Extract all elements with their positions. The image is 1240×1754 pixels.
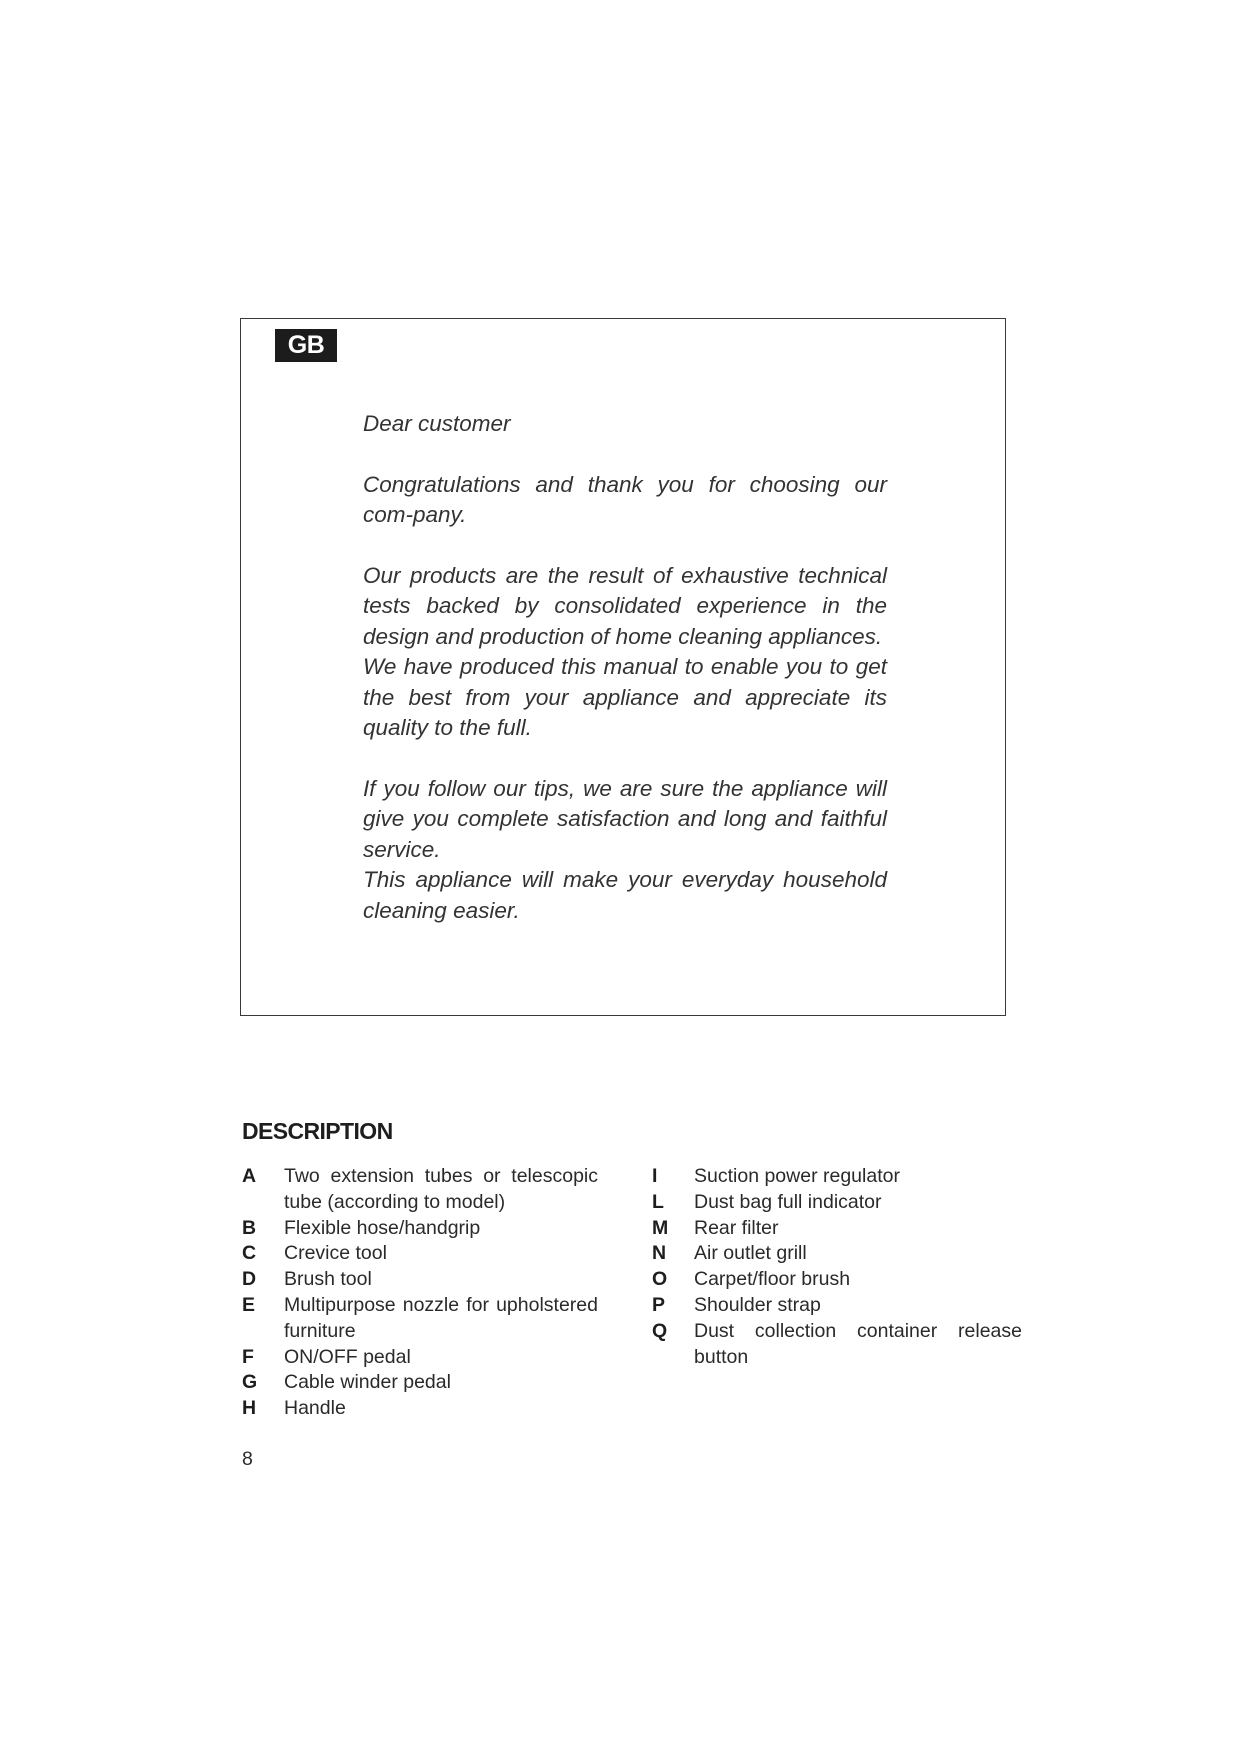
- part-key: G: [242, 1371, 258, 1394]
- parts-list-right: [652, 1164, 1022, 1370]
- list-item: [242, 1370, 598, 1396]
- part-key: F: [242, 1345, 254, 1368]
- list-item: [242, 1396, 598, 1422]
- list-item: [242, 1293, 598, 1345]
- part-key: A: [242, 1165, 257, 1187]
- part-key: H: [242, 1397, 257, 1420]
- list-item: [652, 1190, 1022, 1216]
- letter-paragraph: If you follow our tips, we are sure the appliance will give you complete satisfaction and long and faithful service.: [363, 775, 887, 862]
- part-label: Suction power regulator: [694, 1165, 900, 1187]
- letter-paragraph: This appliance will make your everyday household cleaning easier.: [363, 867, 887, 923]
- parts-list-left: [242, 1164, 598, 1422]
- part-label: Two extension tubes or telescopic tube (according to model): [284, 1165, 598, 1213]
- part-label: Dust collection container release button: [694, 1319, 1022, 1368]
- part-key: O: [652, 1268, 668, 1291]
- part-label: Cable winder pedal: [284, 1371, 451, 1394]
- letter-paragraph: Our products are the result of exhaustive technical tests backed by consolidated experience in the design and production of home cleaning appliances.: [363, 562, 887, 649]
- list-item: [242, 1216, 598, 1242]
- list-item: [652, 1164, 1022, 1190]
- list-item: [242, 1345, 598, 1371]
- part-key: Q: [652, 1319, 668, 1342]
- list-item: [652, 1267, 1022, 1293]
- letter-paragraph: Congratulations and thank you for choosing our com-pany.: [363, 471, 887, 527]
- part-key: C: [242, 1242, 257, 1265]
- list-item: [242, 1267, 598, 1293]
- part-label: Carpet/floor brush: [694, 1268, 851, 1291]
- language-badge: GB: [275, 329, 337, 362]
- part-label: Shoulder strap: [694, 1293, 821, 1316]
- part-key: P: [652, 1293, 666, 1316]
- part-label: Multipurpose nozzle for upholstered furniture: [284, 1293, 598, 1342]
- part-key: L: [652, 1190, 664, 1213]
- page-number: 8: [242, 1448, 253, 1470]
- part-label: Crevice tool: [284, 1242, 387, 1265]
- list-item: [242, 1241, 598, 1267]
- letter-greeting: Dear customer: [363, 411, 511, 436]
- part-label: Handle: [284, 1397, 346, 1420]
- part-key: N: [652, 1242, 667, 1265]
- letter-paragraph: We have produced this manual to enable you to get the best from your appliance and appreciate its quality to the full.: [363, 654, 887, 740]
- list-item: [242, 1164, 598, 1216]
- list-item: [652, 1293, 1022, 1319]
- part-label: Dust bag full indicator: [694, 1190, 882, 1213]
- list-item: [652, 1241, 1022, 1267]
- part-key: M: [652, 1216, 669, 1239]
- part-key: E: [242, 1293, 256, 1316]
- list-item: [652, 1319, 1022, 1371]
- intro-box: [240, 318, 1006, 1016]
- part-label: Air outlet grill: [694, 1242, 807, 1265]
- part-label: Brush tool: [284, 1268, 372, 1291]
- part-label: ON/OFF pedal: [284, 1345, 411, 1368]
- part-label: Flexible hose/handgrip: [284, 1216, 481, 1239]
- part-key: I: [652, 1165, 658, 1187]
- list-item: [652, 1216, 1022, 1242]
- welcome-letter: [363, 409, 887, 926]
- part-key: D: [242, 1268, 257, 1291]
- section-title: DESCRIPTION: [242, 1118, 393, 1144]
- part-key: B: [242, 1216, 257, 1239]
- part-label: Rear filter: [694, 1216, 779, 1239]
